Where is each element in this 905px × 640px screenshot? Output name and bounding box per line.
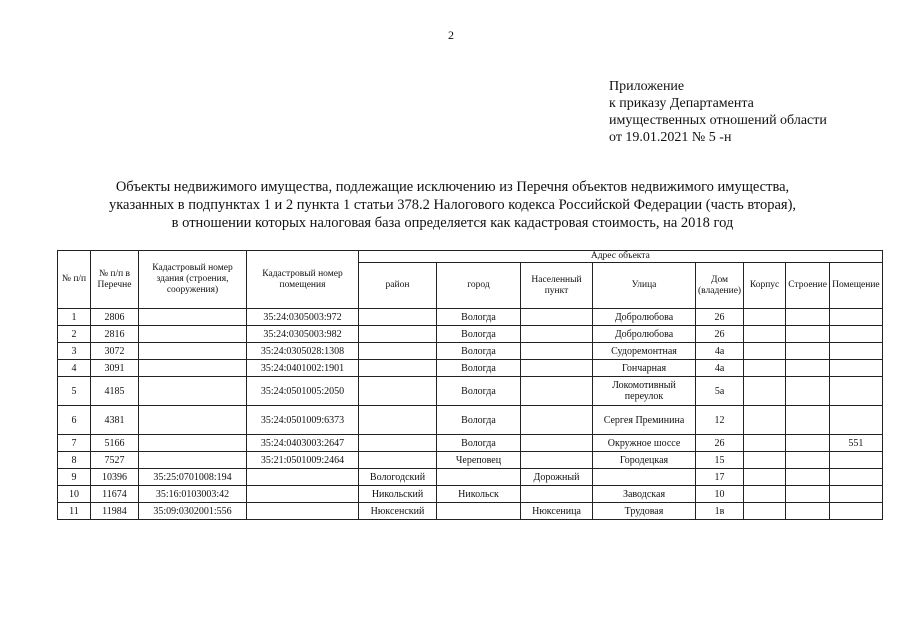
cell-house: 5а xyxy=(696,377,744,406)
header-address: Адрес объекта xyxy=(359,251,883,263)
cell-list-num: 5166 xyxy=(91,435,139,452)
cell-city xyxy=(437,469,521,486)
cell-korpus xyxy=(744,326,786,343)
cell-settlement xyxy=(521,309,593,326)
cell-district xyxy=(359,406,437,435)
cell-room xyxy=(830,360,883,377)
cell-list-num: 11984 xyxy=(91,503,139,520)
cell-korpus xyxy=(744,503,786,520)
cell-street xyxy=(593,469,696,486)
table-row xyxy=(58,309,883,326)
header-house: Дом (владение) xyxy=(696,263,744,309)
cell-room-cadastral xyxy=(247,486,359,503)
cell-stroenie xyxy=(786,469,830,486)
cell-building-cadastral xyxy=(139,452,247,469)
cell-street: Локомотивный переулок xyxy=(593,377,696,406)
cell-num: 4 xyxy=(58,360,91,377)
cell-settlement xyxy=(521,435,593,452)
document-title xyxy=(60,178,845,232)
cell-korpus xyxy=(744,452,786,469)
header-room-cadastral: Кадастровый номер помещения xyxy=(247,251,359,309)
cell-korpus xyxy=(744,377,786,406)
header-district: район xyxy=(359,263,437,309)
cell-stroenie xyxy=(786,343,830,360)
cell-building-cadastral xyxy=(139,343,247,360)
cell-building-cadastral xyxy=(139,435,247,452)
cell-list-num: 4381 xyxy=(91,406,139,435)
cell-num: 1 xyxy=(58,309,91,326)
cell-district: Никольский xyxy=(359,486,437,503)
cell-street: Окружное шоссе xyxy=(593,435,696,452)
table-row xyxy=(58,326,883,343)
cell-list-num: 11674 xyxy=(91,486,139,503)
cell-building-cadastral xyxy=(139,326,247,343)
cell-korpus xyxy=(744,469,786,486)
cell-room-cadastral: 35:24:0305003:982 xyxy=(247,326,359,343)
cell-house: 15 xyxy=(696,452,744,469)
cell-room xyxy=(830,377,883,406)
title-line: указанных в подпунктах 1 и 2 пункта 1 статьи 378.2 Налогового кодекса Российской Федерации (часть вторая), xyxy=(108,197,797,213)
cell-district xyxy=(359,360,437,377)
cell-building-cadastral xyxy=(139,406,247,435)
cell-stroenie xyxy=(786,360,830,377)
cell-list-num: 7527 xyxy=(91,452,139,469)
cell-korpus xyxy=(744,435,786,452)
cell-district xyxy=(359,435,437,452)
cell-num: 10 xyxy=(58,486,91,503)
cell-room-cadastral: 35:24:0401002:1901 xyxy=(247,360,359,377)
cell-list-num: 10396 xyxy=(91,469,139,486)
cell-street: Сергея Преминина xyxy=(593,406,696,435)
cell-korpus xyxy=(744,486,786,503)
cell-num: 8 xyxy=(58,452,91,469)
cell-street: Заводская xyxy=(593,486,696,503)
table-row xyxy=(58,343,883,360)
cell-num: 9 xyxy=(58,469,91,486)
cell-list-num: 2806 xyxy=(91,309,139,326)
cell-settlement xyxy=(521,406,593,435)
cell-district: Нюксенский xyxy=(359,503,437,520)
cell-house: 26 xyxy=(696,435,744,452)
appendix-block xyxy=(609,78,827,146)
cell-settlement xyxy=(521,360,593,377)
cell-city: Вологда xyxy=(437,435,521,452)
cell-list-num: 4185 xyxy=(91,377,139,406)
table-row xyxy=(58,503,883,520)
header-street: Улица xyxy=(593,263,696,309)
cell-korpus xyxy=(744,360,786,377)
cell-city: Вологда xyxy=(437,406,521,435)
cell-num: 5 xyxy=(58,377,91,406)
header-list-num: № п/п в Перечне xyxy=(91,251,139,309)
header-city: город xyxy=(437,263,521,309)
cell-building-cadastral xyxy=(139,377,247,406)
cell-house: 10 xyxy=(696,486,744,503)
cell-room xyxy=(830,486,883,503)
cell-settlement: Дорожный xyxy=(521,469,593,486)
cell-city xyxy=(437,503,521,520)
cell-stroenie xyxy=(786,326,830,343)
header-stroenie: Строение xyxy=(786,263,830,309)
cell-district: Вологодский xyxy=(359,469,437,486)
cell-num: 11 xyxy=(58,503,91,520)
cell-room xyxy=(830,343,883,360)
cell-district xyxy=(359,309,437,326)
header-building-cadastral: Кадастровый номер здания (строения, сооружения) xyxy=(139,251,247,309)
cell-street: Гончарная xyxy=(593,360,696,377)
cell-list-num: 3072 xyxy=(91,343,139,360)
cell-room-cadastral: 35:21:0501009:2464 xyxy=(247,452,359,469)
cell-district xyxy=(359,377,437,406)
cell-room-cadastral: 35:24:0403003:2647 xyxy=(247,435,359,452)
cell-room xyxy=(830,469,883,486)
cell-room xyxy=(830,309,883,326)
cell-house: 4а xyxy=(696,343,744,360)
cell-stroenie xyxy=(786,309,830,326)
cell-street: Судоремонтная xyxy=(593,343,696,360)
cell-stroenie xyxy=(786,503,830,520)
cell-num: 3 xyxy=(58,343,91,360)
cell-stroenie xyxy=(786,486,830,503)
cell-korpus xyxy=(744,309,786,326)
table-row xyxy=(58,486,883,503)
cell-settlement: Нюксеница xyxy=(521,503,593,520)
cell-building-cadastral: 35:25:0701008:194 xyxy=(139,469,247,486)
cell-street: Городецкая xyxy=(593,452,696,469)
appendix-line: имущественных отношений области xyxy=(609,113,827,128)
cell-stroenie xyxy=(786,452,830,469)
cell-district xyxy=(359,343,437,360)
cell-room xyxy=(830,406,883,435)
cell-list-num: 3091 xyxy=(91,360,139,377)
cell-street: Трудовая xyxy=(593,503,696,520)
cell-num: 6 xyxy=(58,406,91,435)
table-row xyxy=(58,469,883,486)
cell-stroenie xyxy=(786,377,830,406)
cell-room-cadastral: 35:24:0501009:6373 xyxy=(247,406,359,435)
objects-table xyxy=(57,250,883,520)
page-number: 2 xyxy=(448,28,454,42)
cell-city: Вологда xyxy=(437,326,521,343)
cell-street: Добролюбова xyxy=(593,326,696,343)
header-settlement: Населенный пункт xyxy=(521,263,593,309)
cell-num: 7 xyxy=(58,435,91,452)
cell-room xyxy=(830,326,883,343)
title-line: Объекты недвижимого имущества, подлежащие исключению из Перечня объектов недвижимого имущества, xyxy=(115,179,790,195)
cell-settlement xyxy=(521,452,593,469)
cell-settlement xyxy=(521,343,593,360)
header-room: Помещение xyxy=(830,263,883,309)
cell-building-cadastral: 35:09:0302001:556 xyxy=(139,503,247,520)
header-num: № п/п xyxy=(58,251,91,309)
cell-settlement xyxy=(521,486,593,503)
cell-room-cadastral xyxy=(247,469,359,486)
table-row xyxy=(58,452,883,469)
cell-house: 4а xyxy=(696,360,744,377)
cell-korpus xyxy=(744,343,786,360)
cell-house: 26 xyxy=(696,326,744,343)
cell-house: 1в xyxy=(696,503,744,520)
cell-district xyxy=(359,452,437,469)
cell-building-cadastral: 35:16:0103003:42 xyxy=(139,486,247,503)
cell-room xyxy=(830,503,883,520)
cell-room-cadastral xyxy=(247,503,359,520)
cell-room xyxy=(830,452,883,469)
cell-house: 17 xyxy=(696,469,744,486)
cell-room-cadastral: 35:24:0305028:1308 xyxy=(247,343,359,360)
cell-building-cadastral xyxy=(139,360,247,377)
cell-city: Вологда xyxy=(437,343,521,360)
cell-building-cadastral xyxy=(139,309,247,326)
title-line: в отношении которых налоговая база определяется как кадастровая стоимость, на 2018 год xyxy=(171,215,734,231)
cell-stroenie xyxy=(786,406,830,435)
cell-city: Вологда xyxy=(437,377,521,406)
cell-city: Вологда xyxy=(437,309,521,326)
cell-room-cadastral: 35:24:0501005:2050 xyxy=(247,377,359,406)
cell-stroenie xyxy=(786,435,830,452)
cell-settlement xyxy=(521,326,593,343)
cell-district xyxy=(359,326,437,343)
cell-street: Добролюбова xyxy=(593,309,696,326)
appendix-line: Приложение xyxy=(609,79,685,94)
appendix-line: от 19.01.2021 № 5 -н xyxy=(609,130,732,145)
cell-settlement xyxy=(521,377,593,406)
table-row xyxy=(58,377,883,406)
table-row xyxy=(58,406,883,435)
cell-korpus xyxy=(744,406,786,435)
cell-house: 26 xyxy=(696,309,744,326)
cell-num: 2 xyxy=(58,326,91,343)
cell-room-cadastral: 35:24:0305003:972 xyxy=(247,309,359,326)
cell-house: 12 xyxy=(696,406,744,435)
table-row xyxy=(58,435,883,452)
cell-room: 551 xyxy=(830,435,883,452)
table-row xyxy=(58,360,883,377)
appendix-line: к приказу Департамента xyxy=(609,96,754,111)
header-korpus: Корпус xyxy=(744,263,786,309)
cell-city: Вологда xyxy=(437,360,521,377)
cell-list-num: 2816 xyxy=(91,326,139,343)
cell-city: Никольск xyxy=(437,486,521,503)
cell-city: Череповец xyxy=(437,452,521,469)
